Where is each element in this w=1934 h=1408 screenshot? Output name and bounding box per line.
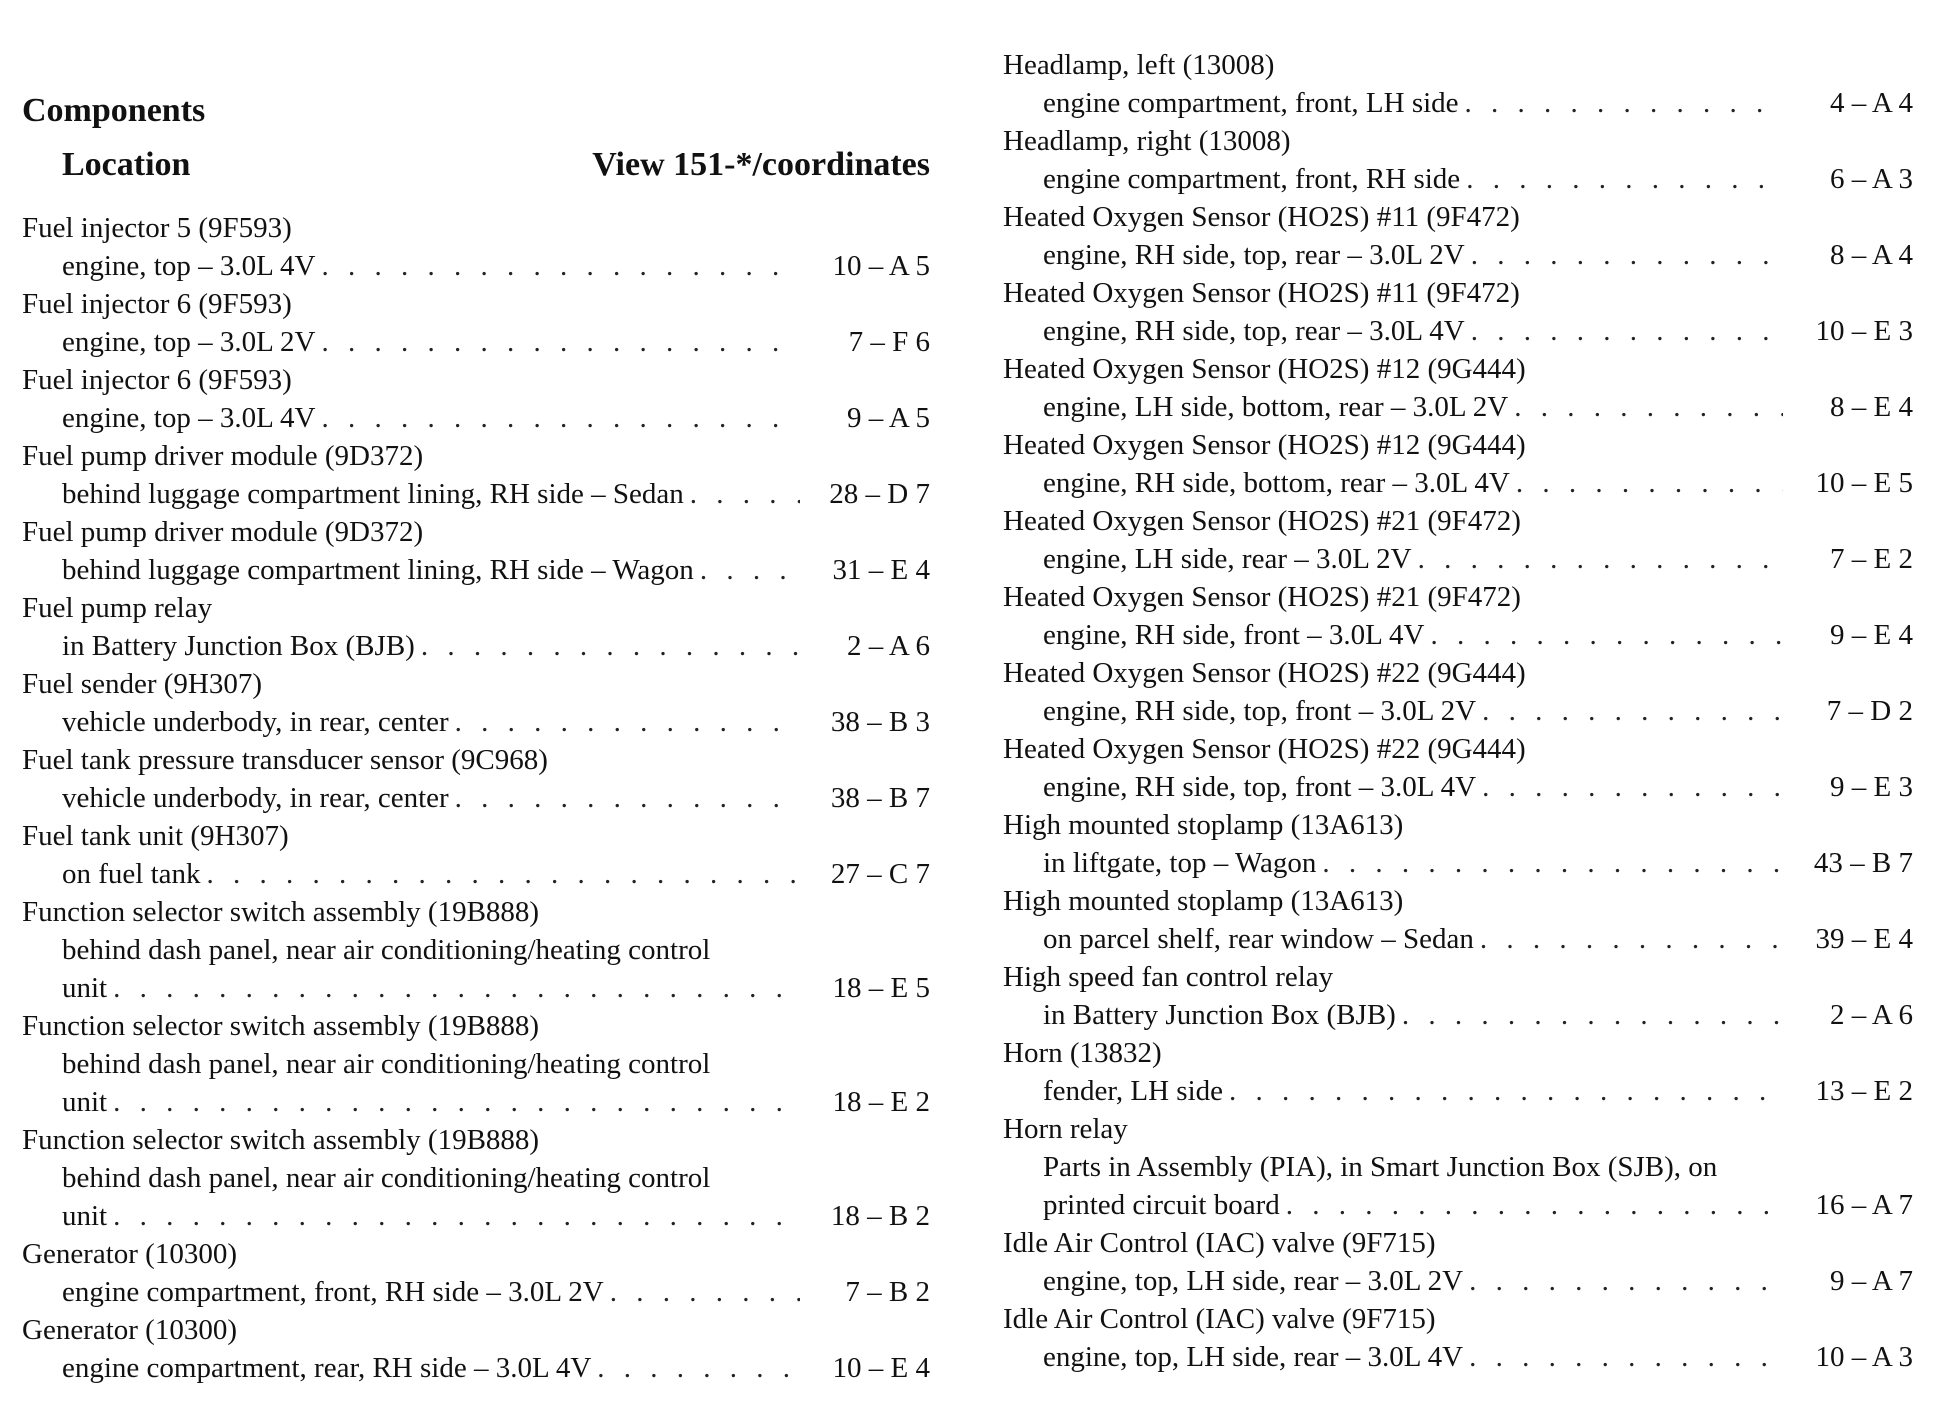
component-name: Fuel tank pressure transducer sensor (9C968) — [22, 744, 548, 776]
component-entry — [1003, 578, 1913, 654]
component-name: Fuel tank unit (9H307) — [22, 820, 289, 852]
component-entry — [1003, 198, 1913, 274]
component-entry — [1003, 730, 1913, 806]
component-name: Heated Oxygen Sensor (HO2S) #12 (9G444) — [1003, 429, 1526, 461]
component-entry — [1003, 958, 1913, 1034]
component-name: High mounted stoplamp (13A613) — [1003, 809, 1404, 841]
component-entry — [22, 589, 930, 665]
location-text: engine, top – 3.0L 2V — [62, 326, 316, 358]
location-text: behind dash panel, near air conditioning/heating control — [62, 1048, 711, 1080]
component-name: Function selector switch assembly (19B888) — [22, 896, 540, 928]
location-row — [1003, 920, 1913, 958]
location-row — [22, 551, 930, 589]
component-entry — [1003, 274, 1913, 350]
component-name: Horn (13832) — [1003, 1037, 1162, 1069]
dot-leader — [1223, 1072, 1783, 1110]
location-text: unit — [62, 1200, 108, 1232]
location-row — [1003, 996, 1913, 1034]
location-row — [22, 1349, 930, 1387]
location-text: on fuel tank — [62, 858, 201, 890]
component-entry — [1003, 1300, 1913, 1376]
component-name: Fuel injector 6 (9F593) — [22, 288, 292, 320]
view-coordinate: 16 – A 7 — [1815, 1189, 1913, 1221]
view-coordinate: 9 – A 5 — [847, 402, 930, 434]
component-entry — [1003, 1034, 1913, 1110]
component-entry — [22, 1121, 930, 1235]
location-text: printed circuit board — [1043, 1189, 1280, 1221]
location-text: engine, RH side, top, front – 3.0L 2V — [1043, 695, 1477, 727]
dot-leader — [591, 1349, 800, 1387]
location-row — [22, 475, 930, 513]
location-text: engine, top – 3.0L 4V — [62, 402, 316, 434]
location-text: behind luggage compartment lining, RH side – Wagon — [62, 554, 694, 586]
dot-leader — [1476, 692, 1783, 730]
dot-leader — [107, 1083, 800, 1121]
view-coordinate: 2 – A 6 — [1830, 999, 1913, 1031]
location-row — [22, 1083, 930, 1121]
section-title: Components — [22, 92, 206, 129]
dot-leader — [415, 627, 800, 665]
component-name: Headlamp, right (13008) — [1003, 125, 1291, 157]
dot-leader — [107, 969, 800, 1007]
dot-leader — [315, 399, 800, 437]
component-name: Headlamp, left (13008) — [1003, 49, 1275, 81]
location-text: engine, LH side, bottom, rear – 3.0L 2V — [1043, 391, 1509, 423]
dot-leader — [1316, 844, 1783, 882]
view-coordinate: 43 – B 7 — [1813, 847, 1913, 879]
location-text: engine compartment, rear, RH side – 3.0L 4V — [62, 1352, 592, 1384]
view-coordinate: 7 – B 2 — [845, 1276, 930, 1308]
component-entry — [1003, 806, 1913, 882]
component-entry — [22, 665, 930, 741]
view-coordinate: 4 – A 4 — [1830, 87, 1913, 119]
component-entry — [1003, 46, 1913, 122]
dot-leader — [315, 323, 800, 361]
dot-leader — [315, 247, 800, 285]
component-name: Fuel pump relay — [22, 592, 213, 624]
component-name: Fuel injector 5 (9F593) — [22, 212, 292, 244]
right-entry-list — [1003, 46, 1913, 1376]
location-row — [1003, 692, 1913, 730]
dot-leader — [1465, 312, 1783, 350]
dot-leader — [694, 551, 800, 589]
location-row — [22, 969, 930, 1007]
view-coordinate: 18 – E 2 — [832, 1086, 930, 1118]
component-entry — [22, 893, 930, 1007]
component-name: Function selector switch assembly (19B888) — [22, 1010, 540, 1042]
component-entry — [22, 1235, 930, 1311]
location-row-continued — [22, 1159, 930, 1197]
view-coordinate: 38 – B 3 — [830, 706, 930, 738]
view-coordinates-header: View 151-*/coordinates — [592, 146, 930, 183]
view-coordinate: 18 – B 2 — [830, 1200, 930, 1232]
component-entry — [22, 817, 930, 893]
component-entry — [22, 285, 930, 361]
location-text: vehicle underbody, in rear, center — [62, 782, 449, 814]
location-row-continued — [22, 931, 930, 969]
location-row — [1003, 1186, 1913, 1224]
location-text: Parts in Assembly (PIA), in Smart Junction Box (SJB), on — [1043, 1151, 1718, 1183]
location-row — [1003, 1262, 1913, 1300]
view-coordinate: 7 – E 2 — [1830, 543, 1913, 575]
component-name: Heated Oxygen Sensor (HO2S) #11 (9F472) — [1003, 201, 1520, 233]
location-text: engine, top – 3.0L 4V — [62, 250, 316, 282]
location-row — [1003, 1338, 1913, 1376]
component-name: Heated Oxygen Sensor (HO2S) #12 (9G444) — [1003, 353, 1526, 385]
location-row — [22, 779, 930, 817]
location-row — [1003, 464, 1913, 502]
view-coordinate: 9 – A 7 — [1830, 1265, 1913, 1297]
location-row — [22, 247, 930, 285]
location-row — [22, 1273, 930, 1311]
component-name: Idle Air Control (IAC) valve (9F715) — [1003, 1303, 1436, 1335]
location-row — [22, 855, 930, 893]
dot-leader — [1465, 236, 1783, 274]
location-text: unit — [62, 1086, 108, 1118]
location-text: engine compartment, front, LH side — [1043, 87, 1459, 119]
component-entry — [22, 361, 930, 437]
dot-leader — [684, 475, 800, 513]
location-text: engine compartment, front, RH side – 3.0L 2V — [62, 1276, 604, 1308]
dot-leader — [449, 779, 800, 817]
dot-leader — [449, 703, 800, 741]
dot-leader — [201, 855, 800, 893]
location-row — [22, 323, 930, 361]
view-coordinate: 9 – E 4 — [1830, 619, 1913, 651]
location-text: in liftgate, top – Wagon — [1043, 847, 1317, 879]
location-text: engine, RH side, bottom, rear – 3.0L 4V — [1043, 467, 1510, 499]
view-coordinate: 10 – A 5 — [832, 250, 930, 282]
location-row-continued — [22, 1045, 930, 1083]
dot-leader — [1280, 1186, 1783, 1224]
location-text: behind dash panel, near air conditioning/heating control — [62, 934, 711, 966]
location-text: fender, LH side — [1043, 1075, 1224, 1107]
view-coordinate: 39 – E 4 — [1815, 923, 1913, 955]
dot-leader — [107, 1197, 800, 1235]
dot-leader — [1474, 920, 1783, 958]
component-name: High speed fan control relay — [1003, 961, 1334, 993]
dot-leader — [1508, 388, 1783, 426]
view-coordinate: 10 – E 4 — [832, 1352, 930, 1384]
dot-leader — [1463, 1338, 1783, 1376]
component-entry — [22, 437, 930, 513]
dot-leader — [1476, 768, 1783, 806]
component-entry — [22, 209, 930, 285]
location-text: engine, RH side, top, rear – 3.0L 4V — [1043, 315, 1465, 347]
location-text: on parcel shelf, rear window – Sedan — [1043, 923, 1474, 955]
view-coordinate: 18 – E 5 — [832, 972, 930, 1004]
view-coordinate: 10 – A 3 — [1815, 1341, 1913, 1373]
location-row — [1003, 312, 1913, 350]
location-row — [1003, 236, 1913, 274]
location-text: unit — [62, 972, 108, 1004]
view-coordinate: 31 – E 4 — [832, 554, 930, 586]
view-coordinate: 9 – E 3 — [1830, 771, 1913, 803]
component-entry — [22, 741, 930, 817]
location-text: engine, top, LH side, rear – 3.0L 4V — [1043, 1341, 1464, 1373]
component-entry — [22, 513, 930, 589]
component-name: Fuel pump driver module (9D372) — [22, 516, 424, 548]
component-entry — [1003, 502, 1913, 578]
component-name: Heated Oxygen Sensor (HO2S) #11 (9F472) — [1003, 277, 1520, 309]
location-row — [22, 703, 930, 741]
dot-leader — [1396, 996, 1783, 1034]
dot-leader — [1463, 1262, 1783, 1300]
component-name: Heated Oxygen Sensor (HO2S) #22 (9G444) — [1003, 657, 1526, 689]
location-row — [1003, 160, 1913, 198]
location-row — [22, 627, 930, 665]
component-entry — [1003, 122, 1913, 198]
component-name: Function selector switch assembly (19B888) — [22, 1124, 540, 1156]
component-name: High mounted stoplamp (13A613) — [1003, 885, 1404, 917]
location-row — [1003, 388, 1913, 426]
location-row — [1003, 540, 1913, 578]
component-name: Horn relay — [1003, 1113, 1128, 1145]
view-coordinate: 10 – E 5 — [1815, 467, 1913, 499]
view-coordinate: 28 – D 7 — [829, 478, 930, 510]
component-name: Heated Oxygen Sensor (HO2S) #21 (9F472) — [1003, 505, 1521, 537]
location-text: in Battery Junction Box (BJB) — [62, 630, 415, 662]
dot-leader — [1510, 464, 1783, 502]
component-entry — [1003, 350, 1913, 426]
dot-leader — [1459, 84, 1783, 122]
column-headers — [22, 146, 930, 184]
location-row — [1003, 84, 1913, 122]
location-text: engine, LH side, rear – 3.0L 2V — [1043, 543, 1412, 575]
component-entry — [1003, 426, 1913, 502]
component-name: Heated Oxygen Sensor (HO2S) #21 (9F472) — [1003, 581, 1521, 613]
component-name: Heated Oxygen Sensor (HO2S) #22 (9G444) — [1003, 733, 1526, 765]
component-entry — [22, 1007, 930, 1121]
location-row — [1003, 768, 1913, 806]
location-row-continued — [1003, 1148, 1913, 1186]
location-row — [1003, 844, 1913, 882]
dot-leader — [1460, 160, 1783, 198]
component-entry — [1003, 882, 1913, 958]
view-coordinate: 10 – E 3 — [1815, 315, 1913, 347]
location-text: in Battery Junction Box (BJB) — [1043, 999, 1396, 1031]
component-entry — [1003, 654, 1913, 730]
component-name: Fuel injector 6 (9F593) — [22, 364, 292, 396]
location-header: Location — [62, 146, 191, 183]
location-text: behind luggage compartment lining, RH side – Sedan — [62, 478, 684, 510]
view-coordinate: 7 – D 2 — [1826, 695, 1913, 727]
view-coordinate: 7 – F 6 — [848, 326, 930, 358]
location-row — [22, 399, 930, 437]
location-row — [1003, 616, 1913, 654]
view-coordinate: 8 – A 4 — [1830, 239, 1913, 271]
view-coordinate: 13 – E 2 — [1815, 1075, 1913, 1107]
view-coordinate: 38 – B 7 — [830, 782, 930, 814]
component-entry — [22, 1311, 930, 1387]
location-text: vehicle underbody, in rear, center — [62, 706, 449, 738]
location-text: engine, RH side, top, rear – 3.0L 2V — [1043, 239, 1465, 271]
dot-leader — [604, 1273, 800, 1311]
component-name: Generator (10300) — [22, 1238, 237, 1270]
location-text: engine compartment, front, RH side — [1043, 163, 1461, 195]
left-entry-list — [22, 209, 930, 1387]
location-text: engine, RH side, front – 3.0L 4V — [1043, 619, 1425, 651]
view-coordinate: 2 – A 6 — [847, 630, 930, 662]
component-name: Idle Air Control (IAC) valve (9F715) — [1003, 1227, 1436, 1259]
location-row — [1003, 1072, 1913, 1110]
location-row — [22, 1197, 930, 1235]
location-text: behind dash panel, near air conditioning/heating control — [62, 1162, 711, 1194]
dot-leader — [1425, 616, 1783, 654]
view-coordinate: 6 – A 3 — [1830, 163, 1913, 195]
component-entry — [1003, 1110, 1913, 1224]
component-entry — [1003, 1224, 1913, 1300]
dot-leader — [1412, 540, 1783, 578]
component-name: Generator (10300) — [22, 1314, 237, 1346]
view-coordinate: 8 – E 4 — [1830, 391, 1913, 423]
location-text: engine, RH side, top, front – 3.0L 4V — [1043, 771, 1477, 803]
component-name: Fuel sender (9H307) — [22, 668, 263, 700]
location-text: engine, top, LH side, rear – 3.0L 2V — [1043, 1265, 1464, 1297]
component-name: Fuel pump driver module (9D372) — [22, 440, 424, 472]
view-coordinate: 27 – C 7 — [830, 858, 930, 890]
